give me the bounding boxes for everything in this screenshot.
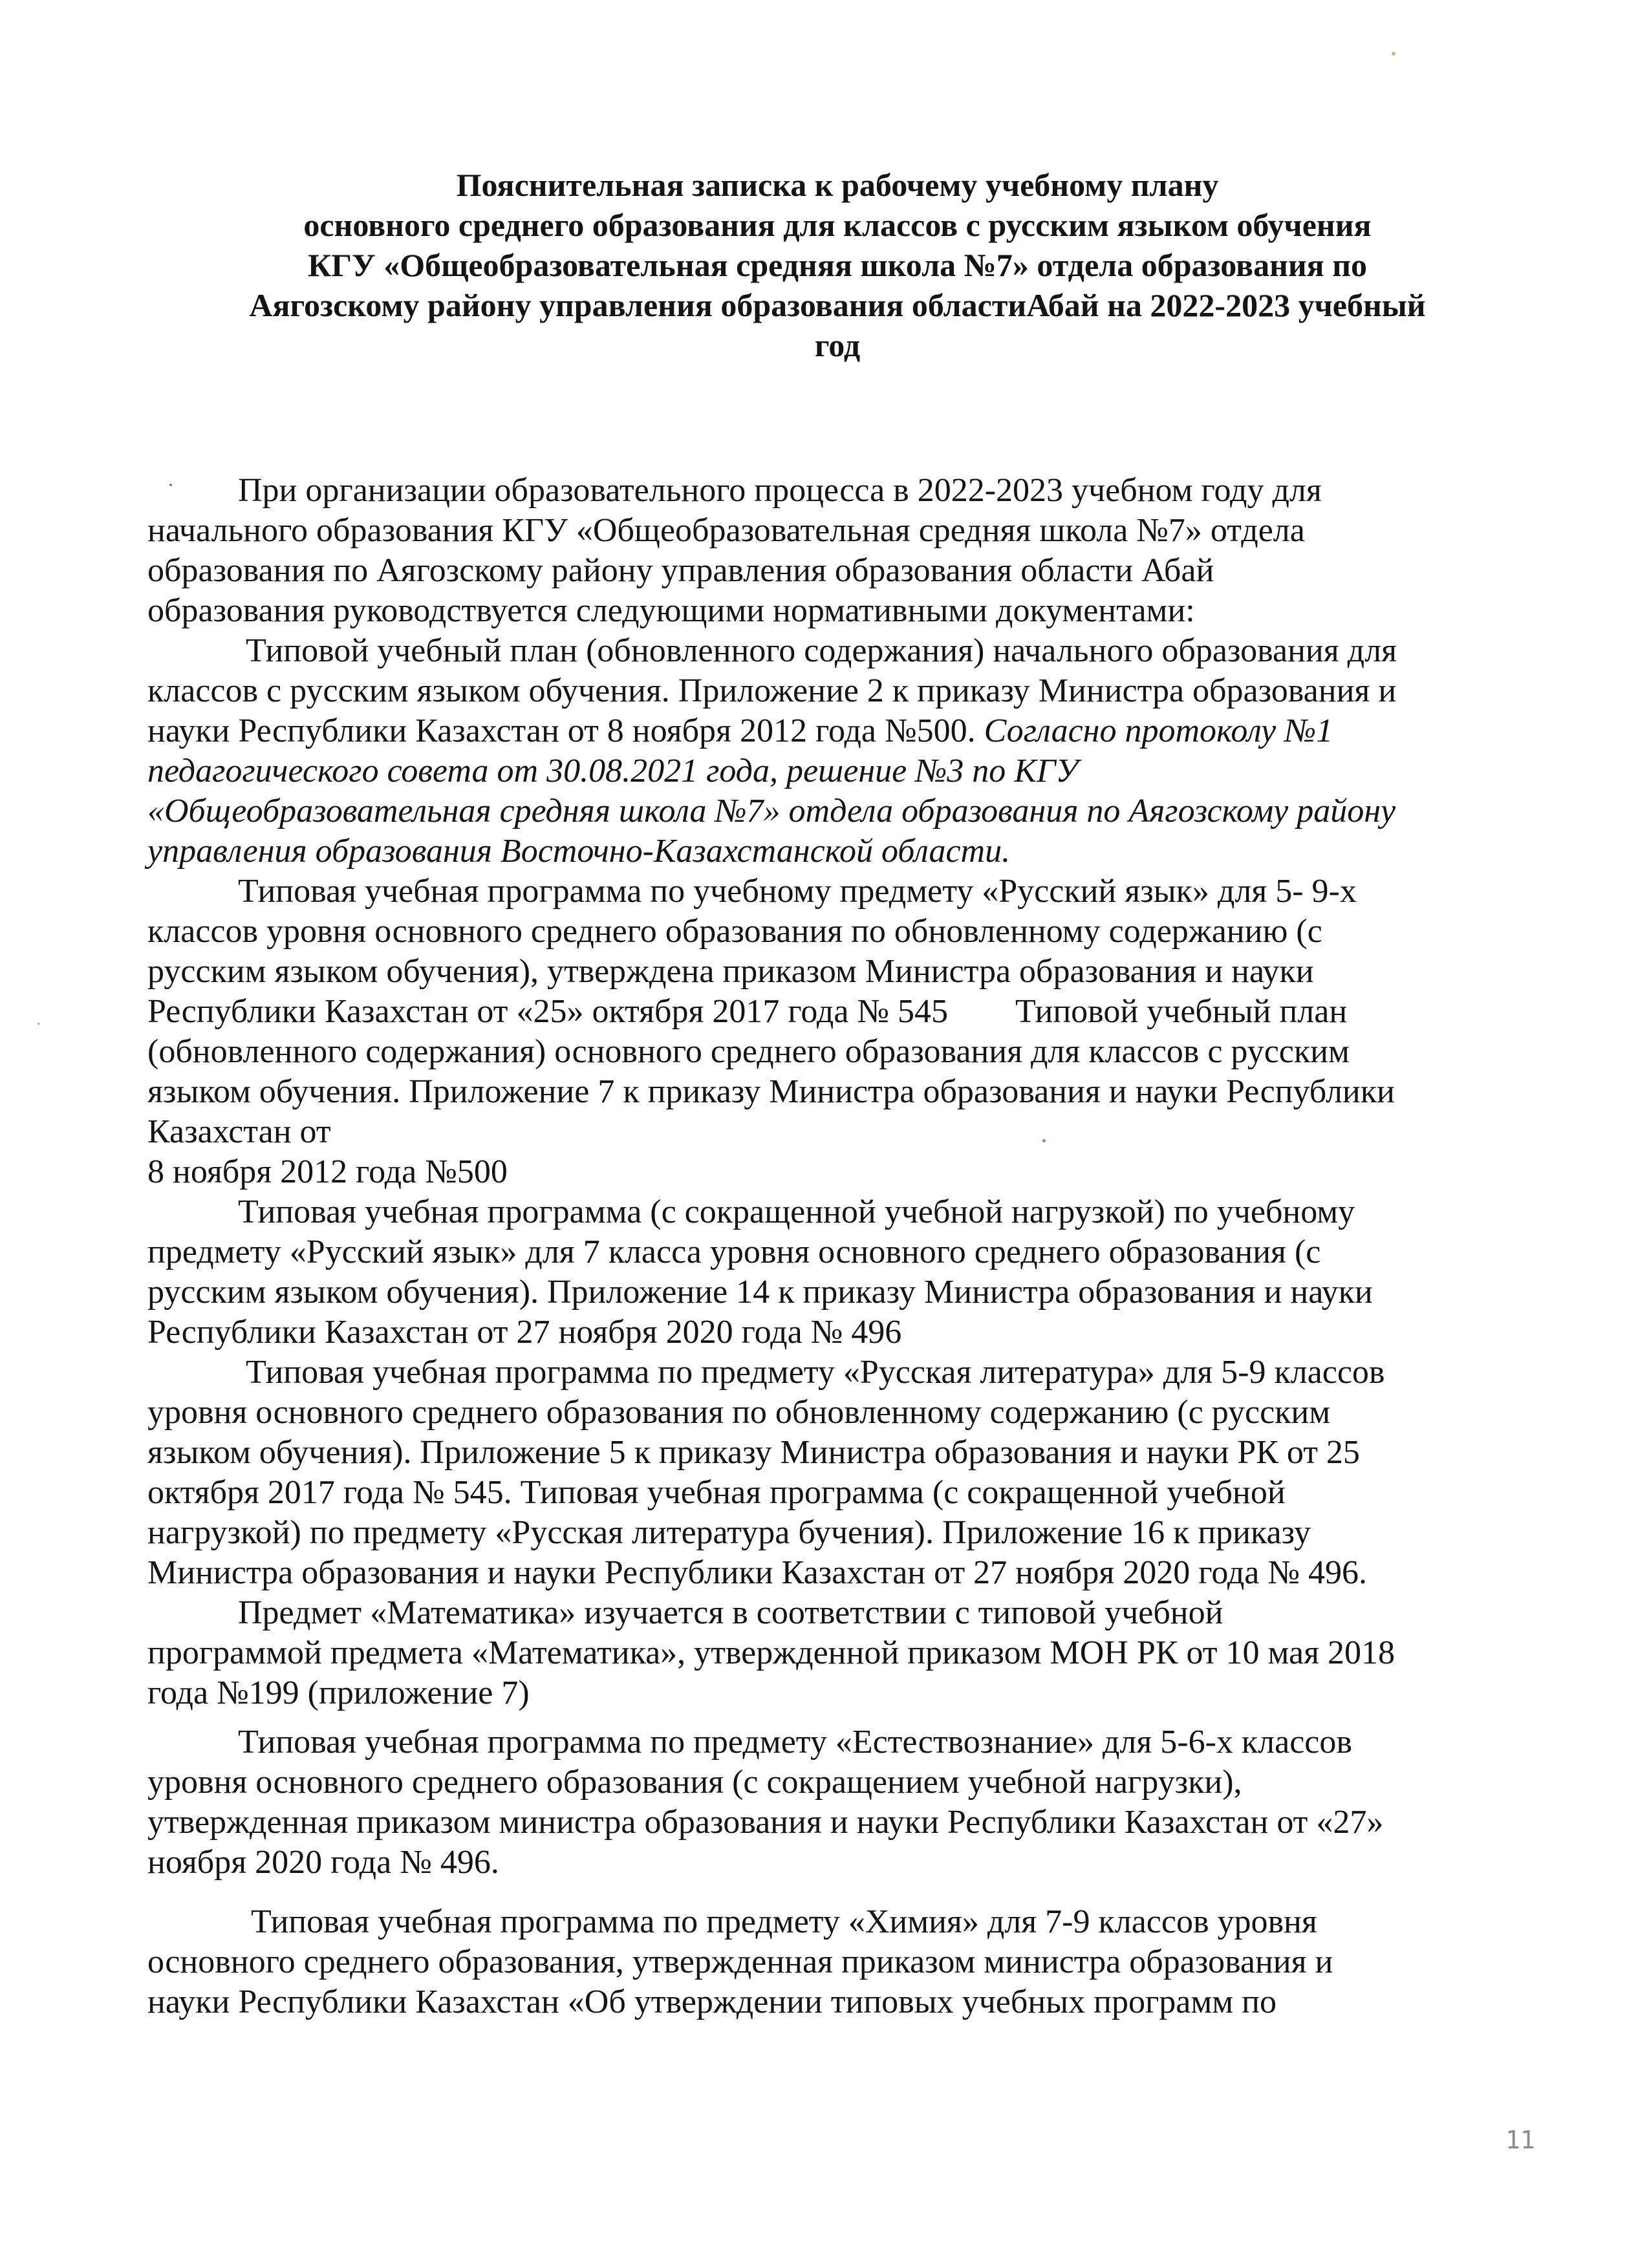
text-line: образования по Аягозскому району управления образования области Абай <box>147 552 1214 589</box>
text-line <box>147 711 1564 751</box>
text-line: классов с русским языком обучения. Приложение 2 к приказу Министра образования и <box>147 672 1397 709</box>
title-line: КГУ «Общеобразовательная средняя школа №7» отдела образования по <box>307 247 1368 283</box>
page-number: 11 <box>1505 2126 1535 2154</box>
italic-line: управления образования Восточно-Казахстанской области. <box>147 833 1011 870</box>
text-line: ноября 2020 года № 496. <box>147 1844 499 1881</box>
text-line: Казахстан от <box>147 1113 331 1150</box>
paragraph-russian-language <box>147 872 1564 1192</box>
text-line: Республики Казахстан от «25» октября 2017 года № 545 Типовой учебный план <box>147 993 1348 1030</box>
text-line: уровня основного среднего образования (с сокращением учебной нагрузки), <box>147 1764 1242 1801</box>
text-line: Предмет «Математика» изучается в соответствии с типовой учебной <box>238 1594 1223 1631</box>
text-line: языком обучения. Приложение 7 к приказу Министра образования и науки Республики <box>147 1073 1395 1110</box>
text-line: 8 ноября 2012 года №500 <box>147 1153 508 1190</box>
title-line: год <box>814 327 861 363</box>
title-line: Аягозскому району управления образования областиАбай на 2022-2023 учебный <box>249 287 1426 323</box>
text-line: Республики Казахстан от 27 ноября 2020 года № 496 <box>147 1314 902 1351</box>
document-body <box>147 471 1564 2022</box>
text-line: утвержденная приказом министра образования и науки Республики Казахстан от «27» <box>147 1804 1384 1841</box>
text-line: уровня основного среднего образования по обновленному содержанию (с русским <box>147 1394 1331 1431</box>
text-line: Типовая учебная программа по предмету «Химия» для 7-9 классов уровня <box>251 1903 1317 1940</box>
paragraph-primary-plan <box>147 631 1564 872</box>
text-line: года №199 (приложение 7) <box>147 1674 530 1711</box>
paragraph-mathematics <box>147 1593 1564 1713</box>
text-line: При организации образовательного процесса в 2022-2023 учебном году для <box>238 472 1322 509</box>
title-line: основного среднего образования для классов с русским языком обучения <box>303 207 1372 243</box>
italic-segment: Согласно протоколу №1 <box>984 712 1333 749</box>
text-line: Типовой учебный план (обновленного содержания) начального образования для <box>246 632 1397 669</box>
text-line: образования руководствуется следующими нормативными документами: <box>147 592 1195 629</box>
text-segment: науки Республики Казахстан от 8 ноября 2012 года №500. <box>147 712 976 749</box>
text-line: начального образования КГУ «Общеобразовательная средняя школа №7» отдела <box>147 512 1305 549</box>
text-line: науки Республики Казахстан «Об утверждении типовых учебных программ по <box>147 1984 1277 2020</box>
scan-speck <box>38 1023 39 1025</box>
paragraph-natural-science <box>147 1722 1564 1883</box>
scan-speck <box>1392 52 1396 56</box>
text-line: Типовая учебная программа по предмету «Русская литература» для 5-9 классов <box>246 1354 1385 1391</box>
text-line: русским языком обучения), утверждена приказом Министра образования и науки <box>147 953 1314 990</box>
text-line: октября 2017 года № 545. Типовая учебная программа (с сокращенной учебной <box>147 1474 1286 1511</box>
paragraph-russian-reduced <box>147 1192 1564 1353</box>
italic-line: «Общеобразовательная средняя школа №7» отдела образования по Аягозскому району <box>147 793 1396 829</box>
paragraph-intro <box>147 471 1564 631</box>
text-line: основного среднего образования, утвержденная приказом министра образования и <box>147 1943 1333 1980</box>
text-line: языком обучения). Приложение 5 к приказу Министра образования и науки РК от 25 <box>147 1434 1360 1471</box>
paragraph-chemistry <box>147 1902 1564 2022</box>
text-line: Типовая учебная программа (с сокращенной учебной нагрузкой) по учебному <box>238 1193 1355 1230</box>
text-line: программой предмета «Математика», утвержденной приказом МОН РК от 10 мая 2018 <box>147 1634 1396 1671</box>
text-line: русским языком обучения). Приложение 14 к приказу Министра образования и науки <box>147 1274 1373 1311</box>
document-title <box>142 165 1533 365</box>
text-line: нагрузкой) по предмету «Русская литература бучения). Приложение 16 к приказу <box>147 1514 1311 1551</box>
text-line: Типовая учебная программа по учебному предмету «Русский язык» для 5- 9-х <box>238 873 1357 910</box>
title-line: Пояснительная записка к рабочему учебному плану <box>456 167 1219 203</box>
text-line: (обновленного содержания) основного среднего образования для классов с русским <box>147 1033 1350 1070</box>
paragraph-russian-literature <box>147 1353 1564 1593</box>
text-line: предмету «Русский язык» для 7 класса уровня основного среднего образования (с <box>147 1234 1321 1270</box>
text-line: классов уровня основного среднего образования по обновленному содержанию (с <box>147 913 1322 950</box>
text-line: Типовая учебная программа по предмету «Естествознание» для 5-6-х классов <box>238 1724 1352 1760</box>
italic-line: педагогического совета от 30.08.2021 года, решение №3 по КГУ <box>147 753 1079 789</box>
text-line: Министра образования и науки Республики Казахстан от 27 ноября 2020 года № 496. <box>147 1554 1367 1591</box>
